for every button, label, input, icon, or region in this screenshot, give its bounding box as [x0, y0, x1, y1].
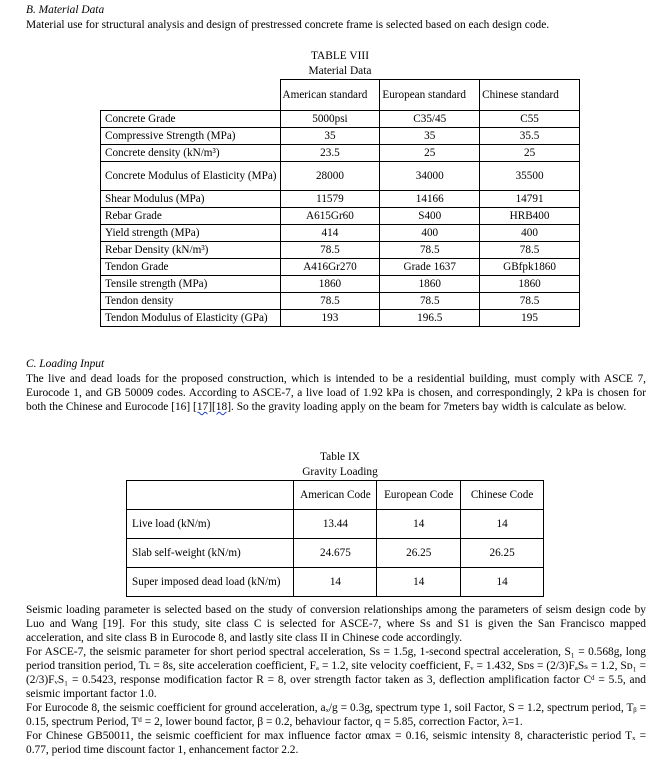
cell: 14: [461, 568, 544, 597]
cell: 13.44: [294, 510, 377, 539]
seismic-section: [26, 603, 646, 757]
cell: 78.5: [480, 242, 580, 259]
table-row: [127, 510, 544, 539]
row-label: Slab self-weight (kN/m): [127, 539, 294, 568]
row-label: Rebar Grade: [101, 208, 281, 225]
cell: 35.5: [480, 128, 580, 145]
row-label: Shear Modulus (MPa): [101, 191, 281, 208]
cell: 23.5: [280, 145, 380, 162]
cell: 25: [380, 145, 480, 162]
cell: 35: [380, 128, 480, 145]
table8-col-chinese: Chinese standard: [480, 80, 580, 111]
section-c-text-b: . So the gravity loading apply on the beam for 7meters bay width is calculate as below.: [231, 401, 627, 413]
cell: 414: [280, 225, 380, 242]
cell: 1860: [480, 276, 580, 293]
table-row: [101, 293, 580, 310]
cell: 26.25: [377, 539, 461, 568]
section-b-heading: B. Material Data: [26, 4, 105, 16]
seismic-paragraph-1: Seismic loading parameter is selected based on the study of conversion relationships among the parameters of seism design code by Luo and Wang [19]. For this study, site class C is selected for ASCE-7, where Ss and S1 is given the San Francisco mapped acceleration, and site class B in Eurocode 8, and lastly site class II in Chinese code accordingly.: [26, 604, 646, 644]
seismic-paragraph-2: For ASCE-7, the seismic parameter for short period spectral acceleration, Ss = 1.5g, 1-second spectral acceleration, S₁ = 0.568g, long period transition period, Tʟ = 8s, site acceleration coefficient, Fₐ = 1.2, site velocity coefficient, Fᵥ = 1.432, Sᴅs = (2/3)FₐSₛ = 1.2, Sᴅ₁ = (2/3)FᵥS₁ = 0.5423, response modification factor R = 8, over strength factor taken as 3, deflection amplification factor Cᵈ = 5.5, and seismic important factor 1.0.: [26, 646, 646, 700]
table-row: [127, 539, 544, 568]
cell: 78.5: [280, 293, 380, 310]
row-label: Tendon density: [101, 293, 281, 310]
table9-header-row: [127, 481, 544, 510]
section-c-text-a: The live and dead loads for the proposed construction, which is intended to be a residential building, must comply with ASCE 7, Eurocode 1, and GB 50009 codes. According to ASCE-7, a live load of 1.92 kPa is chosen, and correspondingly, 2 kPa is chosen for both the Chinese and Eurocode [16]: [26, 373, 646, 413]
cell: 78.5: [480, 293, 580, 310]
cell: C55: [480, 111, 580, 128]
table-row: [101, 145, 580, 162]
table-row: [101, 208, 580, 225]
table8-header-row: [101, 80, 580, 111]
row-label: Live load (kN/m): [127, 510, 294, 539]
table9-title: Gravity Loading: [302, 466, 378, 478]
table-row: [101, 276, 580, 293]
table8-title: Material Data: [308, 65, 372, 77]
table-row: [101, 225, 580, 242]
cell: S400: [380, 208, 480, 225]
cell: 14166: [380, 191, 480, 208]
table-row: [101, 111, 580, 128]
section-b-paragraph: Material use for structural analysis and design of prestressed concrete frame is selected based on each design code.: [26, 19, 550, 31]
row-label: Tensile strength (MPa): [101, 276, 281, 293]
cell: 14: [377, 510, 461, 539]
cell: 1860: [280, 276, 380, 293]
seismic-paragraph-4: For Chinese GB50011, the seismic coefficient for max influence factor αmax = 0.16, seismic intensity 8, characteristic period Tₓ = 0.77, period time discount factor 1, enhancement factor 2.2.: [26, 730, 646, 756]
cell: 25: [480, 145, 580, 162]
section-c-paragraph: [26, 372, 646, 414]
row-label: Super imposed dead load (kN/m): [127, 568, 294, 597]
table8-col-european: European standard: [380, 80, 480, 111]
table-row: [101, 191, 580, 208]
gravity-loading-table: [126, 480, 544, 597]
cell: 11579: [280, 191, 380, 208]
table-row: [101, 259, 580, 276]
table9-caption: Table IX: [319, 451, 360, 463]
cell: 5000psi: [280, 111, 380, 128]
cell: 78.5: [380, 242, 480, 259]
table8-corner-cell: [101, 80, 281, 111]
cell: HRB400: [480, 208, 580, 225]
cell: 193: [280, 310, 380, 327]
material-data-table: [100, 79, 580, 327]
cell: 400: [380, 225, 480, 242]
row-label: Compressive Strength (MPa): [101, 128, 281, 145]
table8-caption: TABLE VIII: [310, 50, 370, 62]
table-row: [127, 568, 544, 597]
cell: 14791: [480, 191, 580, 208]
cell: Grade 1637: [380, 259, 480, 276]
row-label: Concrete density (kN/m³): [101, 145, 281, 162]
table-row: [101, 128, 580, 145]
cell: 78.5: [280, 242, 380, 259]
row-label: Concrete Modulus of Elasticity (MPa): [101, 162, 281, 191]
table-row: [101, 162, 580, 191]
table-row: [101, 310, 580, 327]
cell: 35500: [480, 162, 580, 191]
cell: 400: [480, 225, 580, 242]
cell: 35: [280, 128, 380, 145]
cell: 34000: [380, 162, 480, 191]
row-label: Tendon Grade: [101, 259, 281, 276]
section-c-heading: C. Loading Input: [26, 358, 105, 370]
table9-col-european: European Code: [377, 481, 461, 510]
table9-col-chinese: Chinese Code: [461, 481, 544, 510]
cell: 78.5: [380, 293, 480, 310]
cell: GBfpk1860: [480, 259, 580, 276]
row-label: Concrete Grade: [101, 111, 281, 128]
cell: 196.5: [380, 310, 480, 327]
table8-col-american: American standard: [280, 80, 380, 111]
cell: 24.675: [294, 539, 377, 568]
cell: A615Gr60: [280, 208, 380, 225]
cell: 14: [377, 568, 461, 597]
cell: 1860: [380, 276, 480, 293]
row-label: Yield strength (MPa): [101, 225, 281, 242]
seismic-paragraph-3: For Eurocode 8, the seismic coefficient for ground acceleration, aₓ/g = 0.3g, spectrum type 1, soil Factor, S = 1.2, spectrum period, Tᵦ = 0.15, spectrum Period, Tᵈ = 2, lower bound factor, β = 0.2, behaviour factor, q = 5.85, correction Factor, λ=1.: [26, 702, 646, 728]
cell: 28000: [280, 162, 380, 191]
cell: C35/45: [380, 111, 480, 128]
cell: 14: [461, 510, 544, 539]
cell: 195: [480, 310, 580, 327]
row-label: Rebar Density (kN/m³): [101, 242, 281, 259]
cell: 14: [294, 568, 377, 597]
cell: A416Gr270: [280, 259, 380, 276]
table9-col-american: American Code: [294, 481, 377, 510]
reference-link: [17][18]: [193, 401, 231, 413]
row-label: Tendon Modulus of Elasticity (GPa): [101, 310, 281, 327]
table-row: [101, 242, 580, 259]
cell: 26.25: [461, 539, 544, 568]
table9-corner-cell: [127, 481, 294, 510]
